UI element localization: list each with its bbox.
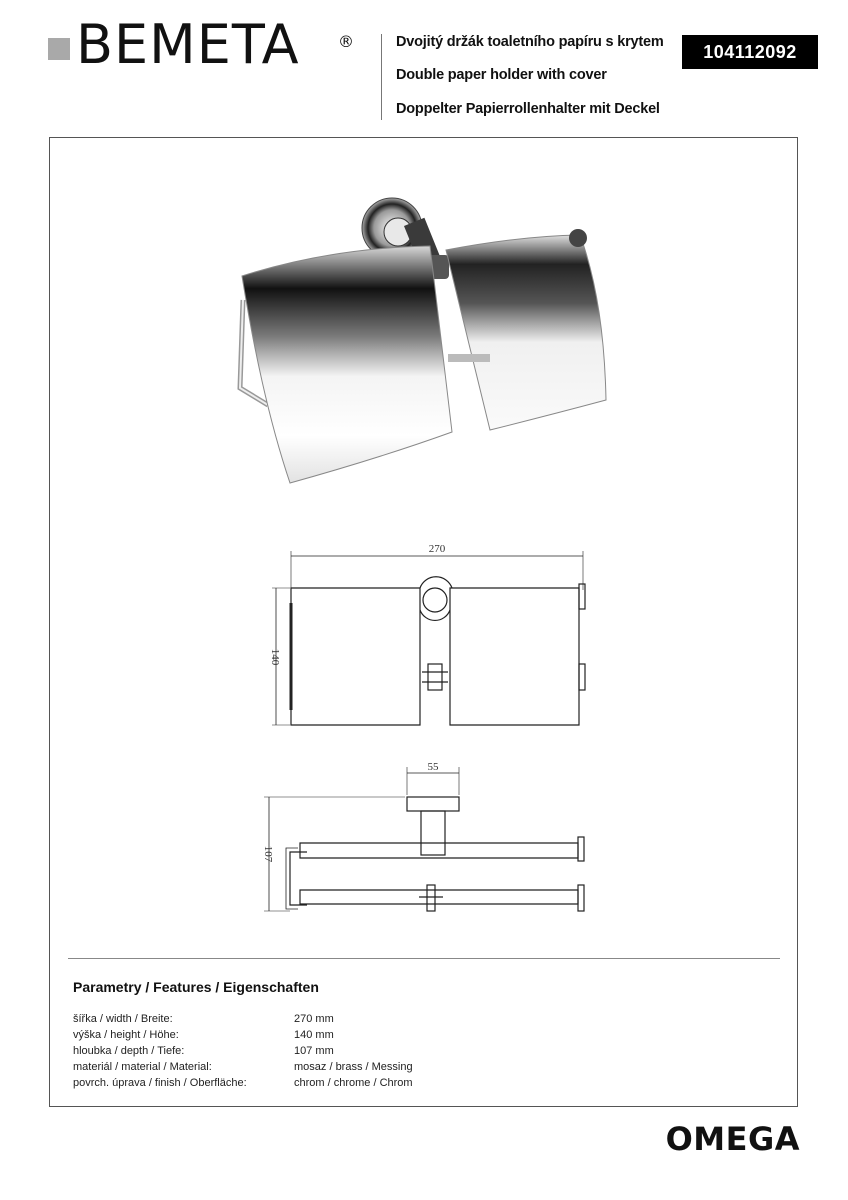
spec-value: chrom / chrome / Chrom: [294, 1077, 413, 1089]
spec-value: 270 mm: [294, 1013, 334, 1025]
title-czech: Dvojitý držák toaletního papíru s krytem: [396, 34, 664, 50]
dim-depth: 107: [262, 845, 274, 863]
registered-mark: ®: [338, 32, 354, 51]
dim-height: 140: [269, 648, 281, 666]
features-heading: Parametry / Features / Eigenschaften: [73, 979, 319, 995]
spec-value: 140 mm: [294, 1029, 334, 1041]
spec-label: povrch. úprava / finish / Oberfläche:: [73, 1077, 247, 1089]
title-german: Doppelter Papierrollenhalter mit Deckel: [396, 101, 660, 117]
product-photo: [240, 198, 606, 483]
spec-label: materiál / material / Material:: [73, 1061, 212, 1073]
product-code-badge: 104112092: [682, 35, 818, 69]
brand-logo: BEMETA: [76, 13, 300, 76]
spec-label: výška / height / Höhe:: [73, 1029, 179, 1041]
spec-label: šířka / width / Breite:: [73, 1013, 173, 1025]
spec-value: 107 mm: [294, 1045, 334, 1057]
front-view-drawing: [272, 551, 585, 725]
spec-label: hloubka / depth / Tiefe:: [73, 1045, 185, 1057]
series-name: OMEGA: [665, 1120, 800, 1158]
spec-value: mosaz / brass / Messing: [294, 1061, 413, 1073]
dim-wall-plate: 55: [427, 761, 439, 773]
features-divider: [68, 958, 780, 959]
title-english: Double paper holder with cover: [396, 67, 607, 83]
dim-width: 270: [428, 543, 446, 555]
top-view-drawing: [264, 767, 584, 911]
